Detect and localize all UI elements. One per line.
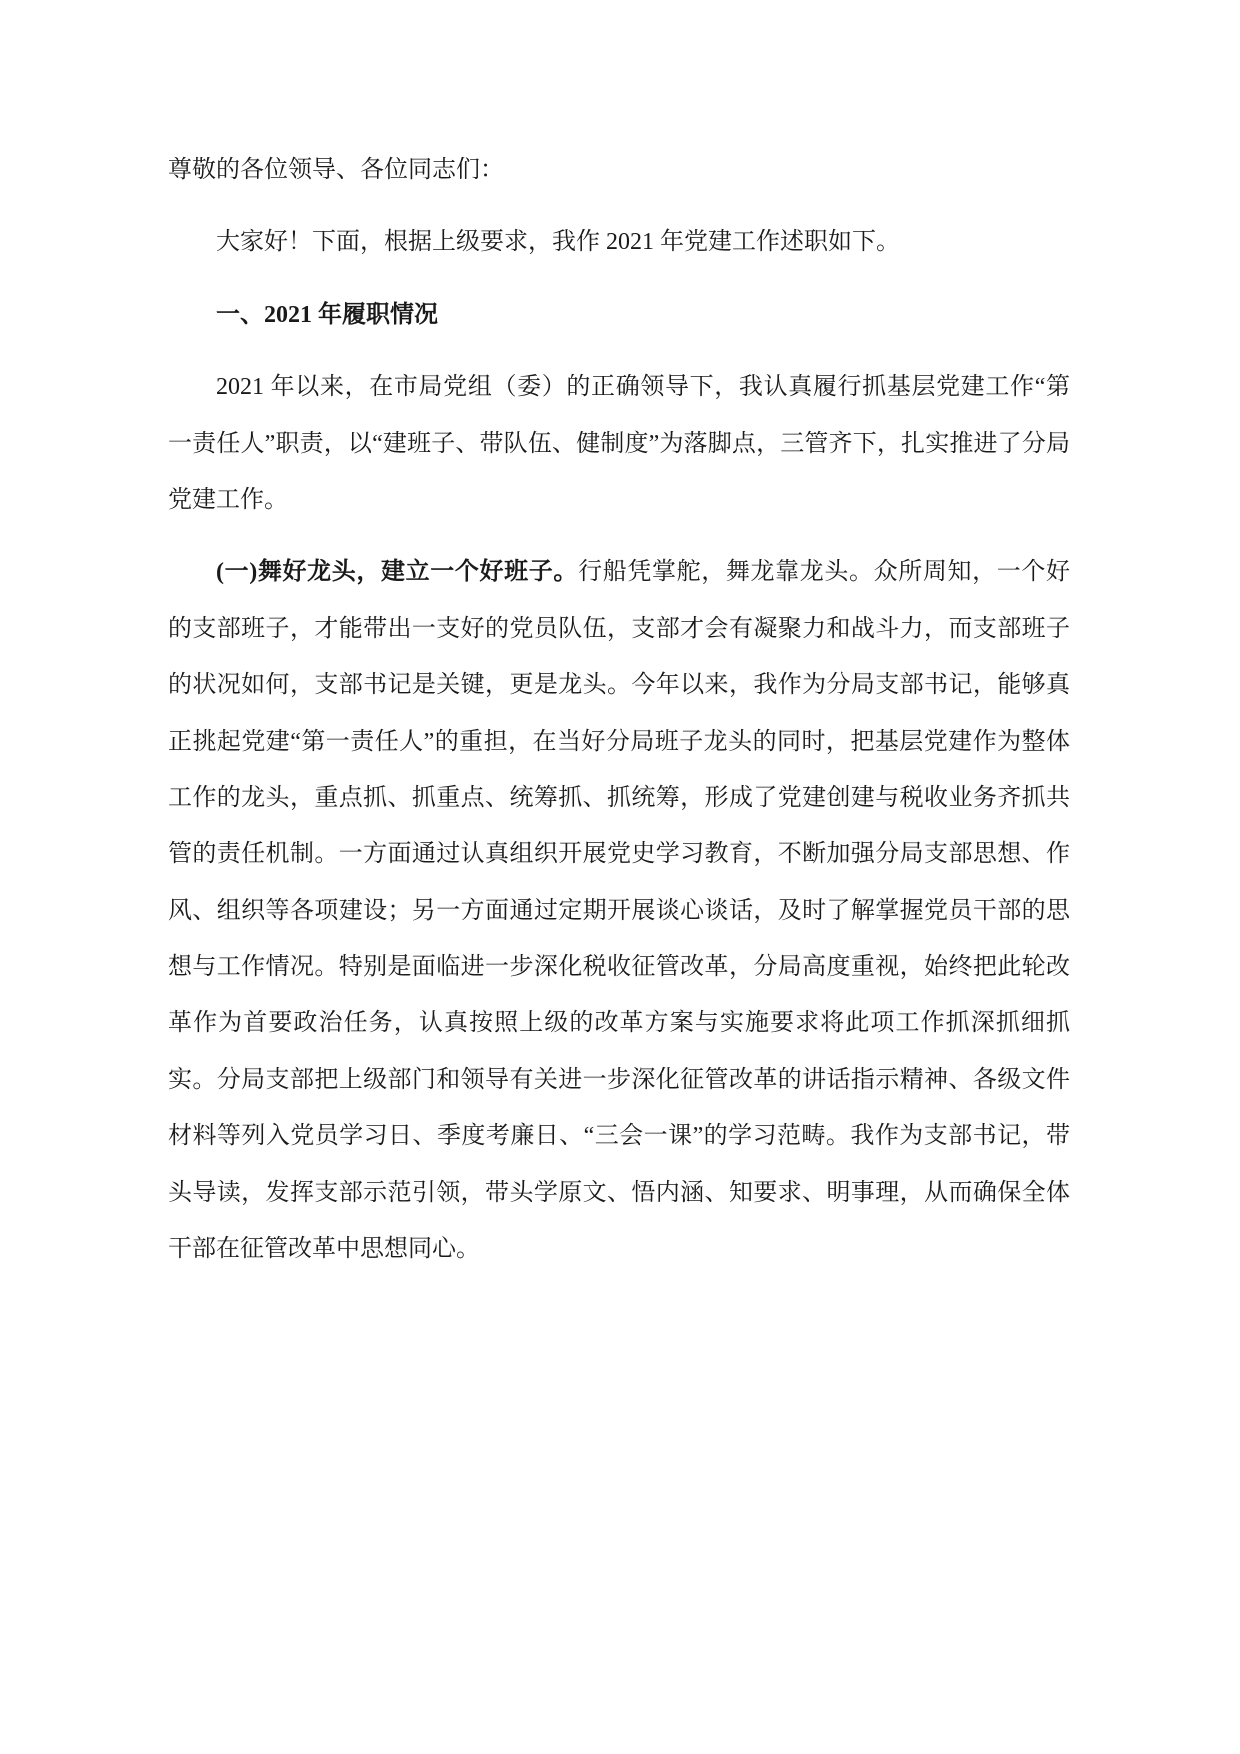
salutation-line: 尊敬的各位领导、各位同志们： [168, 157, 504, 183]
section-1-paragraph-1: 2021 年以来，在市局党组（委）的正确领导下，我认真履行抓基层党建工作“第一责任人”职责，以“建班子、带队伍、健制度”为落脚点，三管齐下，扎实推进了分局党建工作。 [168, 374, 1070, 513]
section-1-paragraph-2 [168, 544, 1070, 1277]
paragraph-2-lead: (一)舞好龙头，建立一个好班子。 [216, 559, 579, 586]
paragraph-2-body: 行船凭掌舵，舞龙靠龙头。众所周知，一个好的支部班子，才能带出一支好的党员队伍，支部才会有凝聚力和战斗力，而支部班子的状况如何，支部书记是关键，更是龙头。今年以来，我作为分局支部书记，能够真正挑起党建“第一责任人”的重担，在当好分局班子龙头的同时，把基层党建作为整体工作的龙头，重点抓、抓重点、统筹抓、抓统筹，形成了党建创建与税收业务齐抓共管的责任机制。一方面通过认真组织开展党史学习教育，不断加强分局支部思想、作风、组织等各项建设；另一方面通过定期开展谈心谈话，及时了解掌握党员干部的思想与工作情况。特别是面临进一步深化税收征管改革，分局高度重视，始终把此轮改革作为首要政治任务，认真按照上级的改革方案与实施要求将此项工作抓深抓细抓实。分局支部把上级部门和领导有关进一步深化征管改革的讲话指示精神、各级文件材料等列入党员学习日、季度考廉日、“三会一课”的学习范畴。我作为支部书记，带头导读，发挥支部示范引领，带头学原文、悟内涵、知要求、明事理，从而确保全体干部在征管改革中思想同心。 [168, 559, 1071, 1263]
document-body [168, 142, 1070, 1277]
section-1-heading: 一、2021 年履职情况 [216, 301, 438, 328]
intro-paragraph: 大家好！下面，根据上级要求，我作 2021 年党建工作述职如下。 [216, 229, 900, 256]
